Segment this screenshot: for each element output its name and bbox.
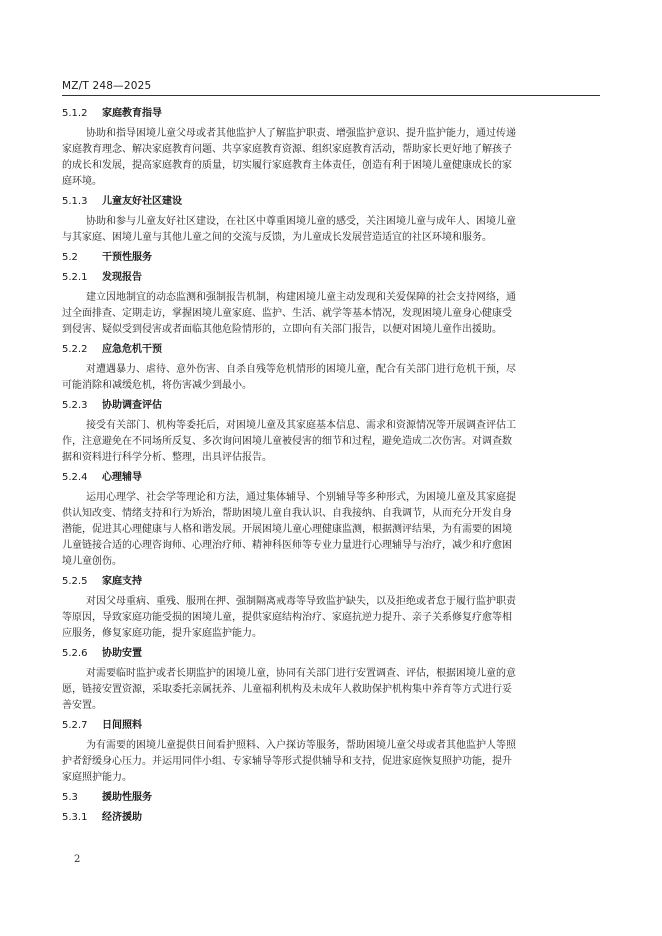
paragraph-line: 庭环境。 <box>62 176 102 187</box>
section-heading <box>62 718 600 734</box>
section-number: 5.1.3 <box>62 196 88 207</box>
paragraph-line: 对需要临时监护或者长期监护的困境儿童，协同有关部门进行安置调查、评估，根据困境儿童的意 <box>86 668 516 679</box>
paragraph-line: 为有需要的困境儿童提供日间看护照料、入户探访等服务，帮助困境儿童父母或者其他监护人等照 <box>86 740 516 751</box>
section-number: 5.2.1 <box>62 272 88 283</box>
section-heading <box>62 470 600 486</box>
section-heading <box>62 810 600 826</box>
section-title: 发现报告 <box>102 272 142 283</box>
paragraph-line: 到侵害、疑似受到侵害或者面临其他危险情形的，立即向有关部门报告，以便对困境儿童作出援助。 <box>62 324 502 335</box>
section-number: 5.2 <box>62 252 78 263</box>
section-heading <box>62 398 600 414</box>
section-title: 心理辅导 <box>102 472 142 483</box>
paragraph-line: 家庭教育理念、解决家庭教育问题、共享家庭教育资源、组织家庭教育活动，帮助家长更好地了解孩子 <box>62 144 512 155</box>
section-heading <box>62 646 600 662</box>
section-title: 协助调查评估 <box>102 400 162 411</box>
paragraph-line: 等原因，导致家庭功能受损的困境儿童，提供家庭结构治疗、家庭抗逆力提升、亲子关系修复疗愈等相 <box>62 612 512 623</box>
section-heading <box>62 106 600 122</box>
section-heading <box>62 194 600 210</box>
paragraph-line: 愿，链接安置资源，采取委托亲属抚养、儿童福利机构及未成年人救助保护机构集中养育等方式进行妥 <box>62 684 512 695</box>
document-body <box>62 106 600 830</box>
paragraph-line: 接受有关部门、机构等委托后，对困境儿童及其家庭基本信息、需求和资源情况等开展调查评估工 <box>86 420 516 431</box>
paragraph-line: 的成长和发展，提高家庭教育的质量，切实履行家庭教育主体责任，创造有利于困境儿童健康成长的家 <box>62 160 512 171</box>
paragraph <box>62 214 600 246</box>
section-title: 日间照料 <box>102 720 142 731</box>
section-number: 5.2.3 <box>62 400 88 411</box>
paragraph-line: 运用心理学、社会学等理论和方法，通过集体辅导、个别辅导等多种形式，为困境儿童及其家庭提 <box>86 492 516 503</box>
paragraph-line: 可能消除和减缓危机，将伤害减少到最小。 <box>62 380 252 391</box>
paragraph <box>62 362 600 394</box>
section-heading <box>62 250 600 266</box>
section-title: 儿童友好社区建设 <box>102 196 182 207</box>
paragraph-line: 供认知改变、情绪支持和行为矫治，帮助困境儿童自我认识、自我接纳、自我调节，从而充分开发自身 <box>62 508 512 519</box>
section-number: 5.3.1 <box>62 812 88 823</box>
paragraph <box>62 594 600 642</box>
paragraph-line: 善安置。 <box>62 700 102 711</box>
section-title: 家庭教育指导 <box>102 108 162 119</box>
section-number: 5.2.5 <box>62 576 88 587</box>
standard-code: MZ/T 248—2025 <box>62 80 152 92</box>
paragraph-line: 过全面排查、定期走访，掌握困境儿童家庭、监护、生活、就学等基本情况，发现困境儿童身心健康受 <box>62 308 512 319</box>
paragraph-line: 家庭照护能力。 <box>62 772 132 783</box>
section-number: 5.2.6 <box>62 648 88 659</box>
paragraph <box>62 666 600 714</box>
section-heading <box>62 270 600 286</box>
paragraph <box>62 418 600 466</box>
paragraph <box>62 126 600 190</box>
header-rule <box>62 95 600 96</box>
paragraph-line: 协助和参与儿童友好社区建设，在社区中尊重困境儿童的感受，关注困境儿童与成年人、困境儿童 <box>86 216 516 227</box>
paragraph-line: 作，注意避免在不同场所反复、多次询问困境儿童被侵害的细节和过程，避免造成二次伤害。对调查数 <box>62 436 512 447</box>
section-title: 经济援助 <box>102 812 142 823</box>
paragraph-line: 对遭遇暴力、虐待、意外伤害、自杀自残等危机情形的困境儿童，配合有关部门进行危机干预，尽 <box>86 364 516 375</box>
paragraph-line: 潜能，促进其心理健康与人格和谐发展。开展困境儿童心理健康监测，根据测评结果，为有需要的困境 <box>62 524 512 535</box>
page-number: 2 <box>74 854 81 865</box>
paragraph-line: 境儿童创伤。 <box>62 556 122 567</box>
paragraph-line: 与其家庭、困境儿童与其他儿童之间的交流与反馈，为儿童成长发展营造适宜的社区环境和服务。 <box>62 232 492 243</box>
paragraph-line: 护者舒缓身心压力。并运用同伴小组、专家辅导等形式提供辅导和支持，促进家庭恢复照护功能，提升 <box>62 756 512 767</box>
section-number: 5.2.4 <box>62 472 88 483</box>
section-number: 5.3 <box>62 792 78 803</box>
section-title: 干预性服务 <box>102 252 152 263</box>
paragraph-line: 儿童链接合适的心理咨询师、心理治疗师、精神科医师等专业力量进行心理辅导与治疗，减少和疗愈困 <box>62 540 512 551</box>
section-heading <box>62 342 600 358</box>
section-title: 协助安置 <box>102 648 142 659</box>
section-number: 5.1.2 <box>62 108 88 119</box>
section-title: 应急危机干预 <box>102 344 162 355</box>
paragraph-line: 据和资料进行科学分析、整理，出具评估报告。 <box>62 452 272 463</box>
section-heading <box>62 574 600 590</box>
paragraph-line: 对因父母重病、重残、服刑在押、强制隔离戒毒等导致监护缺失，以及拒绝或者怠于履行监护职责 <box>86 596 516 607</box>
section-number: 5.2.2 <box>62 344 88 355</box>
paragraph <box>62 738 600 786</box>
section-heading <box>62 790 600 806</box>
paragraph-line: 建立因地制宜的动态监测和强制报告机制，构建困境儿童主动发现和关爱保障的社会支持网络，通 <box>86 292 516 303</box>
section-title: 家庭支持 <box>102 576 142 587</box>
paragraph <box>62 490 600 570</box>
section-title: 援助性服务 <box>102 792 152 803</box>
paragraph <box>62 290 600 338</box>
section-number: 5.2.7 <box>62 720 88 731</box>
paragraph-line: 应服务，修复家庭功能，提升家庭监护能力。 <box>62 628 262 639</box>
paragraph-line: 协助和指导困境儿童父母或者其他监护人了解监护职责、增强监护意识、提升监护能力，通过传递 <box>86 128 516 139</box>
